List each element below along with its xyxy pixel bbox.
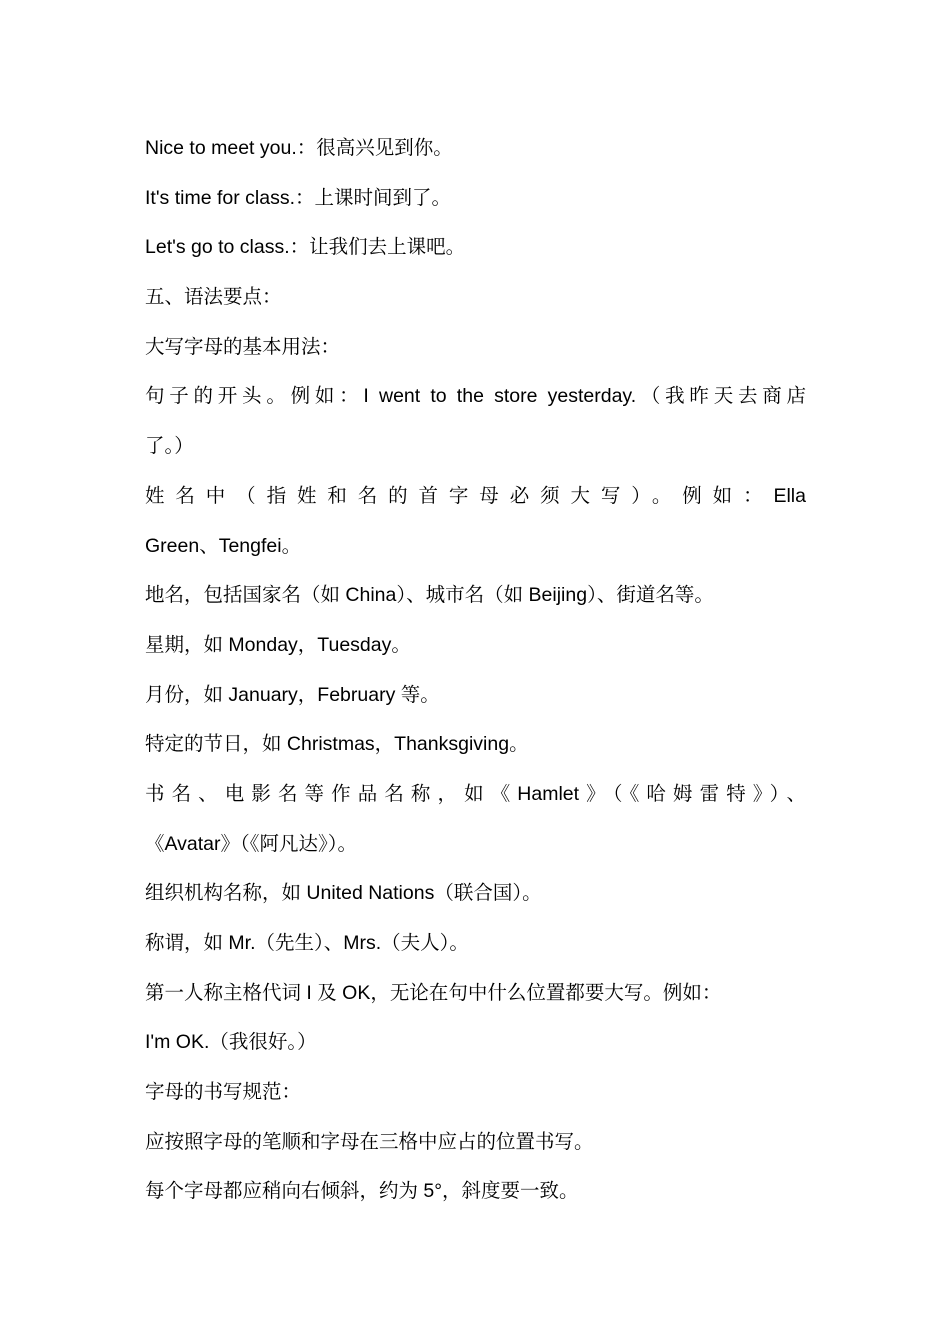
rule-months: 月份，如 January，February 等。 [145,683,440,706]
section-heading-grammar: 五、语法要点： [145,286,282,309]
subheading-capital-letters-usage: 大写字母的基本用法： [145,335,341,358]
subheading-writing-standards: 字母的书写规范： [145,1081,302,1104]
rule-organizations: 组织机构名称，如 United Nations（联合国）。 [145,882,542,905]
rule-personal-names-continued: Green、Tengfei。 [145,534,302,557]
phrase-nice-to-meet-you: Nice to meet you.：很高兴见到你。 [145,137,453,159]
document-body [145,124,806,1217]
rule-slant: 每个字母都应稍向右倾斜，约为 5°，斜度要一致。 [145,1180,579,1203]
rule-titles-of-address: 称谓，如 Mr.（先生）、Mrs.（夫人）。 [145,932,469,954]
rule-sentence-start-continued: 了。） [145,435,194,458]
rule-stroke-order: 应按照字母的笔顺和字母在三格中应占的位置书写。 [145,1130,594,1153]
rule-festivals: 特定的节日，如 Christmas，Thanksgiving。 [145,733,529,756]
rule-personal-names: 姓名中（指姓和名的首字母必须大写）。例如：Ella [145,484,806,507]
rule-weekdays: 星期，如 Monday，Tuesday。 [145,633,411,656]
rule-first-person-i-ok: 第一人称主格代词 I 及 OK，无论在句中什么位置都要大写。例如： [145,981,722,1004]
rule-first-person-example: I'm OK.（我很好。） [145,1031,317,1054]
phrase-time-for-class: It's time for class.：上课时间到了。 [145,186,452,209]
rule-work-titles-continued: 《Avatar》（《阿凡达》）。 [145,832,358,855]
rule-sentence-start: 句子的开头。例如：I went to the store yesterday.（我昨天去商店 [145,385,806,408]
rule-place-names: 地名，包括国家名（如 China）、城市名（如 Beijing）、街道名等。 [145,584,714,607]
rule-work-titles: 书名、电影名等作品名称，如《Hamlet》（《哈姆雷特》）、 [145,782,806,805]
phrase-go-to-class: Let's go to class.：让我们去上课吧。 [145,236,466,259]
